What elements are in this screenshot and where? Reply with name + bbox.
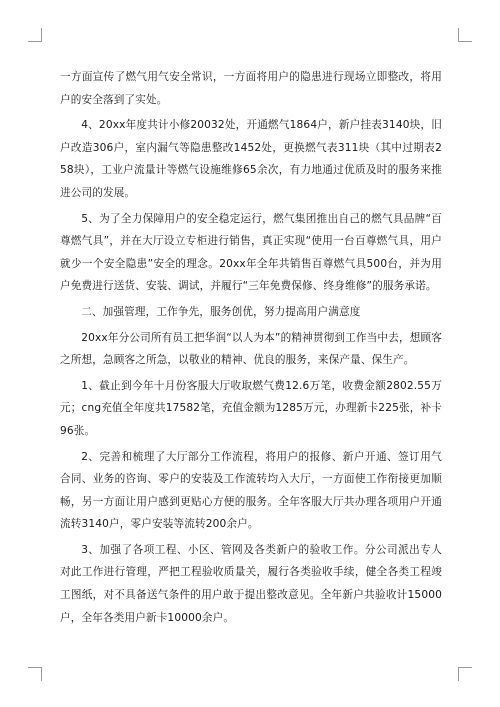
paragraph-acceptance-work: 3、加强了各项工程、小区、管网及各类新户的验收工作。分公司派出专人对此工作进行管理，严把工程验收质量关，履行各类验收手续，健全各类工程竣工图纸，对不具备送气条件的用户敢于提出整改意见。全年新户共验收计15000户，全年各类用户新卡10000余户。 bbox=[60, 543, 442, 624]
paragraph-gas-appliance-brand: 5、为了全力保障用户的安全稳定运行，燃气集团推出自己的燃气具品牌“百尊燃气具”，并在大厅设立专柜进行销售，真正实现“使用一台百尊燃气具，用户就少一个安全隐患”安全的理念。20xx年全年共销售百尊燃气具500台，并为用户免费进行送货、安装、调试，并履行“三年免费保修、终身维修”的服务承诺。 bbox=[60, 212, 442, 293]
crop-mark-top-left-v bbox=[41, 28, 42, 42]
paragraph-people-oriented: 20xx年分公司所有员工把华润“以人为本”的精神贯彻到工作当中去，想顾客之所想，急顾客之所急，以敬业的精神、优良的服务，来保产量、保生产。 bbox=[60, 331, 442, 367]
crop-mark-top-right-h bbox=[458, 41, 472, 42]
paragraph-repairs-stats: 4、20xx年度共计小修20032处，开通燃气1864户，新户挂表3140块，旧户改造306户，室内漏气等隐患整改1452处，更换燃气表311块（其中过期表258块），工业户流量计等燃气设施维修65余次，有力地通过优质及时的服务来推进公司的发展。 bbox=[60, 119, 442, 199]
crop-mark-bottom-left-h bbox=[28, 667, 42, 668]
crop-mark-bottom-right-h bbox=[458, 667, 472, 668]
crop-mark-bottom-right-v bbox=[458, 667, 459, 681]
crop-mark-top-right-v bbox=[458, 28, 459, 42]
crop-mark-top-left-h bbox=[28, 41, 42, 42]
paragraph-billing-stats: 1、截止到今年十月份客服大厅收取燃气费12.6万笔，收费金额2802.55万元；cng充值全年度共17582笔，充值金额为1285万元，办理新卡225张，补卡96张。 bbox=[60, 379, 442, 437]
paragraph-safety-conclusion: 一方面宣传了燃气用气安全常识，一方面将用户的隐患进行现场立即整改，将用户的安全落到了实处。 bbox=[60, 71, 442, 106]
document-body bbox=[60, 66, 442, 629]
crop-mark-bottom-left-v bbox=[41, 667, 42, 681]
section-heading-management: 二、加强管理，工作争先，服务创优，努力提高用户满意度 bbox=[81, 305, 361, 318]
paragraph-hall-workflow: 2、完善和梳理了大厅部分工作流程，将用户的报修、新户开通、签订用气合同、业务的咨询、零户的安装及工作流转均入大厅，一方面使工作衔接更加顺畅，另一方面让用户感到更贴心方便的服务。全年客服大厅共办理各项用户开通流转3140户，零户安装等流转200余户。 bbox=[60, 450, 442, 531]
